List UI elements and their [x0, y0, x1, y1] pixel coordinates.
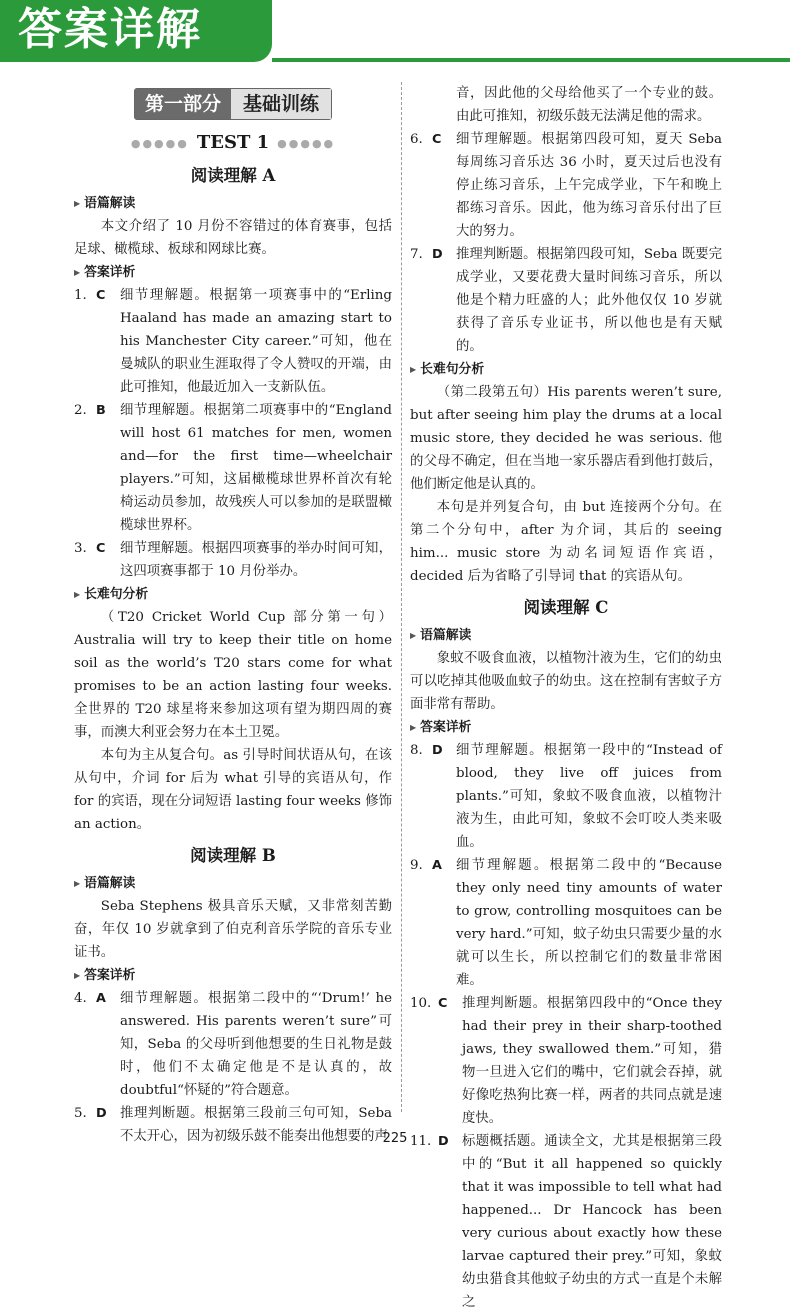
c-intro: 象蚊不吸食血液，以植物汁液为生，它们的幼虫可以吃掉其他吸血蚊子的幼虫。这在控制有害蚊子方面非常有帮助。 [410, 651, 722, 712]
part-label-box [134, 88, 332, 120]
b-long-sentence-label: ▶ 长难句分析 [410, 358, 722, 381]
item-number: 8. [410, 743, 423, 758]
dots-right: ●●●●● [277, 136, 336, 150]
item-explanation: 推理判断题。根据第四段中的“Once they had their prey in their sharp-toothed jaws, they swallowed them.”可知，猎物一旦进入它们的嘴中，它们就会吞掉，就好像吃热狗比赛一样，两者的共同点就是速度快。 [462, 996, 722, 1126]
item-explanation: 细节理解题。根据第二段中的“Because they only need tiny amounts of water to grow, controlling mosquitoes can be very hard.”可知，蚊子幼虫只需要少量的水就可以生长，所以控制它们的数量非常困难。 [456, 858, 722, 988]
item-answer: D [96, 1106, 107, 1121]
test-title: TEST 1 [196, 132, 270, 153]
left-column [74, 82, 392, 1148]
item-answer: C [96, 541, 106, 556]
item-number: 5. [74, 1106, 87, 1121]
item-explanation: 推理判断题。根据第四段可知，Seba 既要完成学业，又要花费大量时间练习音乐，所以他是个精力旺盛的人；此外他仅仅 10 岁就获得了音乐专业证书，所以他也是有天赋的。 [456, 247, 722, 354]
item-answer: C [96, 288, 106, 303]
item-answer-spacer [432, 82, 456, 128]
item-answer: C [432, 132, 442, 147]
banner-title: 答案详解 [18, 4, 202, 55]
item-explanation: 音，因此他的父母给他买了一个专业的鼓。由此可推知，初级乐鼓无法满足他的需求。 [456, 86, 722, 124]
item-answer: D [438, 1134, 449, 1149]
item-explanation: 细节理解题。根据四项赛事的举办时间可知，这四项赛事都于 10 月份举办。 [120, 541, 392, 579]
test-heading [74, 130, 392, 156]
a-long-sentence-analysis: 本句为主从复合句。as 引导时间状语从句，在该从句中，介词 for 后为 what 引导的宾语从句，作 for 的宾语，现在分词短语 lasting four weeks 修饰 an action。 [74, 748, 392, 832]
b-answers-label: ▶ 答案详析 [74, 964, 392, 987]
answer-item-2 [74, 399, 392, 537]
section-a-title: 阅读理解 A [190, 166, 276, 185]
b-long-sentence-analysis: 本句是并列复合句，由 but 连接两个分句。在第二个分句中，after 为介词，其后的 seeing him... music store 为动名词短语作宾语，decided 后为省略了引导词 that 的宾语从句。 [410, 500, 722, 584]
item-number: 2. [74, 403, 87, 418]
answer-item-8 [410, 739, 722, 854]
b-discourse-label: ▶ 语篇解读 [74, 872, 392, 895]
page-number: 225 [382, 1131, 408, 1146]
b-intro: Seba Stephens 极具音乐天赋，又非常刻苦勤奋，年仅 10 岁就拿到了伯克利音乐学院的音乐专业证书。 [74, 899, 392, 960]
answer-item-10 [410, 992, 722, 1130]
column-divider [401, 82, 402, 1112]
item-number: 10. [410, 996, 432, 1011]
item-answer: D [432, 247, 443, 262]
part-title: 基础训练 [231, 89, 331, 119]
a-intro: 本文介绍了 10 月份不容错过的体育赛事，包括足球、橄榄球、板球和网球比赛。 [74, 219, 392, 257]
a-answers-label: ▶ 答案详析 [74, 261, 392, 284]
answer-item-9 [410, 854, 722, 992]
item-number: 6. [410, 132, 423, 147]
dots-left: ●●●●● [130, 136, 189, 150]
answer-item-1 [74, 284, 392, 399]
answer-item-6 [410, 128, 722, 243]
a-long-sentence: （T20 Cricket World Cup 部分第一句）Australia will try to keep their title on home soil as the world’s T20 stars come for what promises to be an action lasting four weeks. 全世界的 T20 球星将来参加这项有望为期四周的赛事，而澳大利亚会努力在本土卫冕。 [74, 610, 392, 740]
item-explanation: 推理判断题。根据第三段前三句可知，Seba 不太开心，因为初级乐鼓不能奏出他想要的声 [120, 1106, 392, 1144]
section-c-title: 阅读理解 C [523, 598, 609, 617]
answer-item-11 [410, 1130, 722, 1314]
item-number: 11. [410, 1134, 432, 1149]
answer-item-3 [74, 537, 392, 583]
answer-item-4 [74, 987, 392, 1102]
header-banner [0, 0, 272, 62]
item-number: 3. [74, 541, 87, 556]
c-discourse-label: ▶ 语篇解读 [410, 624, 722, 647]
part-number: 第一部分 [135, 89, 231, 119]
item-answer: B [96, 403, 106, 418]
item-explanation: 标题概括题。通读全文，尤其是根据第三段中的“But it all happened so quickly that it was impossible to tell what had happened... Dr Hancock has been very curious about exactly how these larvae captured their prey.”可知，象蚊幼虫猎食其他蚊子幼虫的方式一直是个未解之 [462, 1134, 722, 1310]
answer-item-7 [410, 243, 722, 358]
part-heading [74, 88, 392, 120]
right-column [410, 82, 722, 1314]
item-explanation: 细节理解题。根据第二段中的“‘Drum!’ he answered. His parents weren’t sure”可知，Seba 的父母听到他想要的生日礼物是鼓时，他们不太确定他是不是认真的，故 doubtful“怀疑的”符合题意。 [120, 991, 392, 1098]
item-explanation: 细节理解题。根据第一段中的“Instead of blood, they live off juices from plants.”可知，象蚊不吸食血液，以植物汁液为生，由此可知，象蚊不会叮咬人类来吸血。 [456, 743, 722, 850]
item-number: 7. [410, 247, 423, 262]
a-discourse-label: ▶ 语篇解读 [74, 192, 392, 215]
c-answers-label: ▶ 答案详析 [410, 716, 722, 739]
header-rule [272, 58, 790, 62]
item-explanation: 细节理解题。根据第二项赛事中的“England will host 61 matches for men, women and—for the first time—wheelchair players.”可知，这届橄榄球世界杯首次有轮椅运动员参加，故残疾人可以参加的是联盟橄榄球世界杯。 [120, 403, 392, 533]
item-number: 9. [410, 858, 423, 873]
item-number: 1. [74, 288, 87, 303]
answer-item-5-continued [410, 82, 722, 128]
item-answer: A [432, 858, 442, 873]
b-long-sentence: （第二段第五句）His parents weren’t sure, but after seeing him play the drums at a local music store, they decided he was serious. 他的父母不确定，但在当地一家乐器店看到他打鼓后，他们断定他是认真的。 [410, 385, 722, 492]
item-answer: C [438, 996, 448, 1011]
a-long-sentence-label: ▶ 长难句分析 [74, 583, 392, 606]
item-answer: D [432, 743, 443, 758]
item-number: 4. [74, 991, 87, 1006]
item-explanation: 细节理解题。根据第一项赛事中的“Erling Haaland has made an amazing start to his Manchester City career.”可知，他在曼城队的职业生涯取得了令人赞叹的开端，由此可推知，他最近加入一支新队伍。 [120, 288, 392, 395]
item-number-spacer [410, 82, 432, 128]
item-answer: A [96, 991, 106, 1006]
item-explanation: 细节理解题。根据第四段可知，夏天 Seba 每周练习音乐达 36 小时，夏天过后也没有停止练习音乐，上午完成学业，下午和晚上都练习音乐。因此，他为练习音乐付出了巨大的努力。 [456, 132, 722, 239]
section-b-title: 阅读理解 B [190, 846, 276, 865]
